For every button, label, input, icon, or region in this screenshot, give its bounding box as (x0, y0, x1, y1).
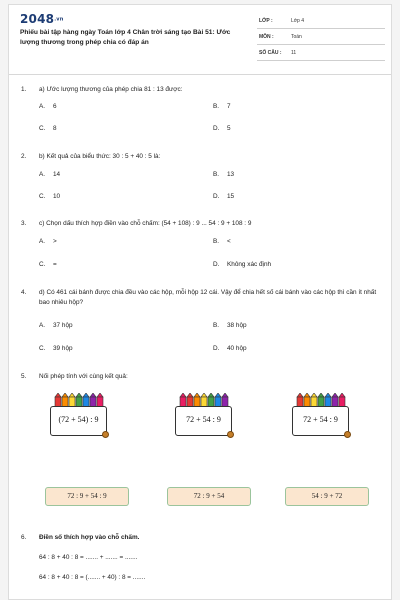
answer-box-3[interactable]: 54 : 9 + 72 (285, 487, 369, 506)
expression-text: 72 + 54 : 9 (303, 415, 338, 424)
meta-value: 11 (291, 50, 297, 56)
option-text: 6 (53, 103, 57, 110)
option-text: = (53, 261, 57, 268)
option-a[interactable] (39, 171, 60, 178)
expression-text: (72 + 54) : 9 (58, 415, 99, 424)
option-text: 37 hộp (53, 322, 73, 329)
option-text: 5 (227, 125, 231, 132)
question-number: 2. (21, 153, 27, 160)
option-letter: D. (213, 125, 220, 132)
question-text: c) Chọn dấu thích hợp điền vào chỗ chấm: (54 + 108) : 9 ... 54 : 9 + 108 : 9 (39, 220, 252, 227)
question-text: b) Kết quả của biểu thức: 30 : 5 + 40 : 5 là: (39, 153, 161, 160)
option-c[interactable] (39, 125, 57, 132)
option-b[interactable] (213, 171, 234, 178)
option-c[interactable] (39, 193, 60, 200)
option-b[interactable] (213, 322, 247, 329)
option-d[interactable] (213, 345, 247, 352)
connector-dot[interactable] (102, 431, 109, 438)
option-d[interactable] (213, 193, 234, 200)
option-letter: C. (39, 193, 46, 200)
option-letter: B. (213, 322, 220, 329)
expression-card-2[interactable] (172, 393, 234, 441)
fill-blank-line-2[interactable]: 64 : 8 + 40 : 8 = (....... + 40) : 8 = ....... (39, 574, 146, 581)
option-letter: C. (39, 345, 46, 352)
option-letter: C. (39, 125, 46, 132)
connector-dot[interactable] (227, 431, 234, 438)
option-text: Không xác định (227, 261, 272, 268)
option-text: 38 hộp (227, 322, 247, 329)
option-letter: A. (39, 103, 46, 110)
option-letter: D. (213, 261, 220, 268)
option-c[interactable] (39, 345, 73, 352)
option-letter: D. (213, 193, 220, 200)
header-divider (9, 74, 391, 75)
option-letter: A. (39, 322, 46, 329)
option-d[interactable] (213, 261, 271, 268)
option-text: 14 (53, 171, 61, 178)
option-text: 40 hộp (227, 345, 247, 352)
question-text: d) Có 461 cái bánh được chia đều vào các hộp, mỗi hộp 12 cái. Vậy để chia hết số cái bánh vào các hộp thì cần ít nhất bao nhiêu hộp? (39, 289, 377, 306)
question-number: 3. (21, 220, 27, 227)
option-text: 13 (227, 171, 235, 178)
expression-box (175, 406, 232, 436)
expression-text: 72 + 54 : 9 (186, 415, 221, 424)
logo-text: 2048 (20, 12, 55, 26)
site-logo[interactable] (20, 12, 64, 26)
worksheet-page (8, 4, 392, 600)
logo-suffix: .vn (54, 16, 64, 23)
meta-value: Lớp 4 (291, 18, 305, 24)
option-a[interactable] (39, 238, 57, 245)
meta-row-class (257, 15, 385, 29)
option-a[interactable] (39, 322, 73, 329)
meta-row-subject (257, 31, 385, 45)
question-text: Nối phép tính với cùng kết quả: (39, 373, 128, 380)
option-text: 10 (53, 193, 61, 200)
meta-key: LỚP : (259, 18, 273, 24)
option-text: 39 hộp (53, 345, 73, 352)
option-b[interactable] (213, 103, 231, 110)
meta-key: SỐ CÂU : (259, 50, 282, 56)
option-letter: B. (213, 238, 220, 245)
question-text: Điền số thích hợp vào chỗ chấm. (39, 534, 140, 541)
option-a[interactable] (39, 103, 57, 110)
meta-row-count (257, 47, 385, 61)
connector-dot[interactable] (344, 431, 351, 438)
worksheet-header (9, 5, 391, 75)
option-text: > (53, 238, 57, 245)
question-text: a) Ước lượng thương của phép chia 81 : 13 được: (39, 86, 183, 93)
question-number: 6. (21, 534, 27, 541)
answer-box-2[interactable]: 72 : 9 + 54 (167, 487, 251, 506)
option-text: 7 (227, 103, 231, 110)
worksheet-meta (257, 15, 385, 63)
option-letter: B. (213, 103, 220, 110)
meta-value: Toán (291, 34, 302, 40)
option-letter: A. (39, 171, 46, 178)
question-number: 1. (21, 86, 27, 93)
expression-box (50, 406, 107, 436)
meta-key: MÔN : (259, 34, 274, 40)
option-letter: A. (39, 238, 46, 245)
worksheet-title: Phiếu bài tập hàng ngày Toán lớp 4 Chân trời sáng tạo Bài 51: Ước lượng thương trong phép chia có đáp án (20, 29, 231, 46)
question-number: 4. (21, 289, 27, 296)
answer-box-1[interactable]: 72 : 9 + 54 : 9 (45, 487, 129, 506)
option-d[interactable] (213, 125, 231, 132)
option-text: 8 (53, 125, 57, 132)
option-b[interactable] (213, 238, 231, 245)
fill-blank-line-1[interactable]: 64 : 8 + 40 : 8 = ....... + ....... = ....... (39, 554, 138, 561)
option-letter: D. (213, 345, 220, 352)
option-letter: B. (213, 171, 220, 178)
option-c[interactable] (39, 261, 57, 268)
question-number: 5. (21, 373, 27, 380)
option-text: 15 (227, 193, 235, 200)
option-text: < (227, 238, 231, 245)
expression-card-1[interactable] (47, 393, 109, 441)
expression-box (292, 406, 349, 436)
expression-card-3[interactable] (289, 393, 351, 441)
option-letter: C. (39, 261, 46, 268)
